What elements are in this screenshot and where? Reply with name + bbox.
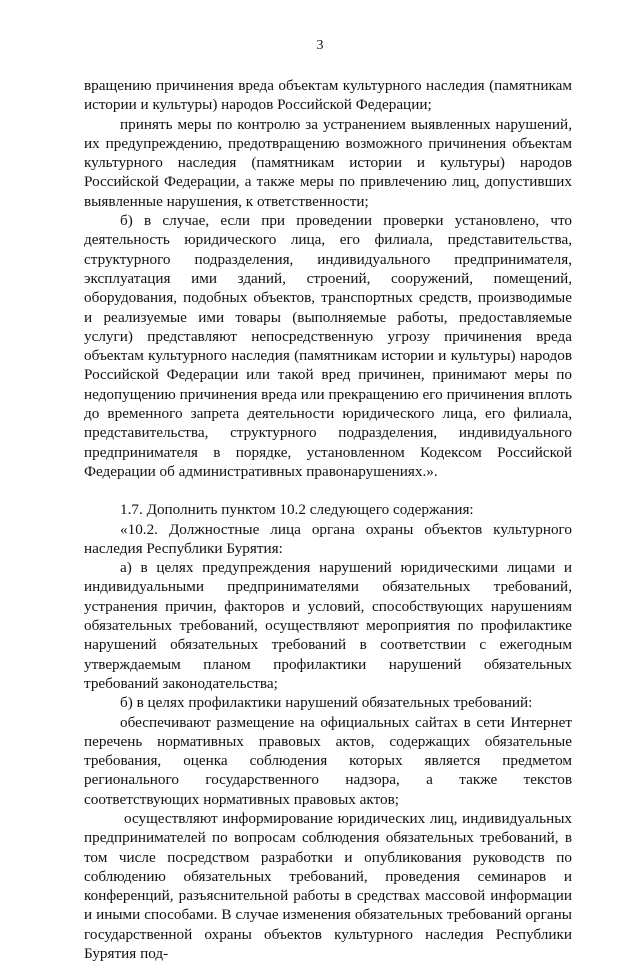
paragraph-item-b: б) в случае, если при проведении проверки установлено, что деятельность юридического лица, его филиала, представительства, структурного подразделения, индивидуального предпринимателя, эксплуатация ими зданий, строений, сооружений, помещений, оборудования, подобных объектов, транспортных средств, производимые и реализуемые ими товары (выполняемые работы, предоставляемые услуги) представляют непосредственную угрозу причинения вреда объектам культурного наследия (памятникам истории и культуры) народов Российской Федерации или такой вред причинен, принимают меры по недопущению причинения вреда или прекращению его причинения вплоть до временного запрета деятельности юридического лица, его филиала, представительства, структурного подразделения, индивидуального предпринимателя в порядке, установленном Кодексом Российской Федерации об административных правонарушениях.». [84, 212, 572, 480]
paragraph-publication: обеспечивают размещение на официальных сайтах в сети Интернет перечень нормативных правовых актов, содержащих обязательные требования, оценка соблюдения которых является предметом регионального государственного надзора, а также текстов соответствующих нормативных правовых актов; [84, 713, 572, 808]
paragraph-1-7: 1.7. Дополнить пунктом 10.2 следующего содержания: [120, 501, 474, 519]
paragraph-continuation: вращению причинения вреда объектам культурного наследия (памятникам истории и культуры) народов Российской Федерации; [84, 77, 572, 114]
paragraph-control-measures: принять меры по контролю за устранением выявленных нарушений, их предупреждению, предотвращению возможного причинения объектам культурного наследия (памятникам истории и культуры) народов Российской Федерации, а также меры по привлечению лиц, допустивших выявленные нарушения, к ответственности; [84, 115, 572, 210]
paragraph-10-2: «10.2. Должностные лица органа охраны объектов культурного наследия Республики Бурятия: [84, 520, 572, 557]
paragraph-item-b-prevention: б) в целях профилактики нарушений обязательных требований: [120, 694, 533, 712]
page-number: 3 [316, 38, 324, 53]
paragraph-item-a: а) в целях предупреждения нарушений юридическими лицами и индивидуальными предпринимателями обязательных требований, устранения причин, факторов и условий, способствующих нарушениям обязательных требований, осуществляют мероприятия по профилактике нарушений обязательных требований в соответствии с ежегодным утверждаемым планом профилактики нарушений обязательных требований законодательства; [84, 559, 572, 692]
document-body [84, 76, 572, 963]
paragraph-informing: осуществляют информирование юридических лиц, индивидуальных предпринимателей по вопросам соблюдения обязательных требований, в том числе посредством разработки и опубликования руководств по соблюдению обязательных требований, проведения семинаров и конференций, разъяснительной работы в средствах массовой информации и иными способами. В случае изменения обязательных требований органы государственной охраны объектов культурного наследия Республики Бурятия под- [84, 809, 572, 963]
paragraph-gap [84, 481, 572, 500]
